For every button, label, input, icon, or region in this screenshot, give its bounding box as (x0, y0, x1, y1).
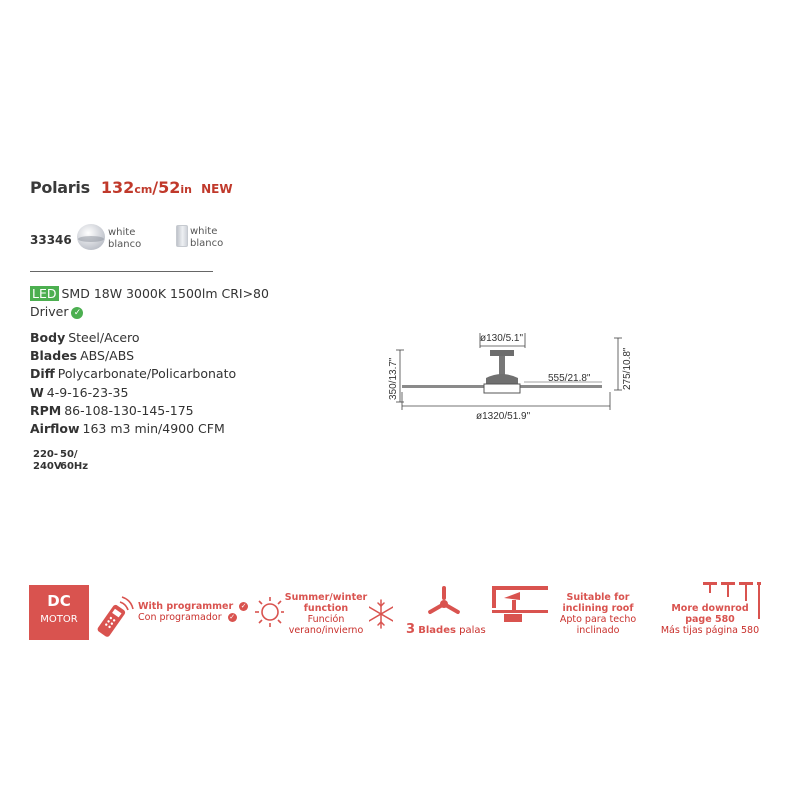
season-feature (284, 592, 368, 636)
variant-2-en: white (190, 226, 218, 237)
voltage (33, 449, 62, 473)
height-left-label: 350/13.7" (388, 357, 399, 400)
voltage-line-2: 240V (33, 461, 62, 472)
season-es-2: verano/invierno (288, 625, 364, 636)
roof-es-1: Apto para techo (559, 614, 637, 625)
motor-housing (486, 374, 518, 385)
spec-value: ABS/ABS (80, 348, 135, 364)
season-en-2: function (303, 603, 349, 614)
season-en-1: Summer/winter (284, 592, 368, 603)
snowflake-icon (369, 596, 393, 632)
season-es-1: Función (307, 614, 345, 625)
roof-en-2: inclining roof (562, 603, 634, 614)
spec-rpm (30, 402, 236, 420)
check-icon: ✓ (240, 602, 247, 610)
frequency (60, 449, 88, 473)
blades-es: palas (459, 625, 486, 636)
spec-key: Diff (30, 366, 55, 382)
three-blade-fan-icon (426, 586, 462, 622)
spec-key: Body (30, 330, 66, 345)
dc-motor-badge (29, 585, 89, 640)
canopy-diameter-label: ø130/5.1" (480, 333, 524, 344)
new-badge: NEW (201, 182, 233, 196)
spec-airflow (30, 420, 236, 438)
downrod-en-2: page 580 (685, 614, 735, 625)
led-spec (30, 286, 269, 301)
led-text: SMD 18W 3000K 1500lm CRI>80 (61, 286, 269, 301)
total-diameter-label: ø1320/51.9" (476, 411, 531, 422)
spec-blades (30, 347, 236, 365)
size-in: 52 (158, 178, 181, 197)
roof-en-1: Suitable for (566, 592, 630, 603)
spec-value: Steel/Acero (68, 330, 140, 345)
spec-body (30, 329, 236, 347)
frequency-line-2: 60Hz (60, 461, 89, 472)
variant-1-en: white (108, 227, 136, 238)
spec-value: 86-108-130-145-175 (64, 402, 194, 418)
frequency-line-1: 50/ (60, 449, 78, 460)
roof-feature (552, 592, 644, 636)
product-code: 33346 (30, 233, 72, 247)
programmer-en: With programmer (138, 601, 234, 612)
variant-label-2 (190, 226, 223, 250)
spec-value: 4-9-16-23-35 (46, 384, 129, 400)
blades-feature (406, 624, 486, 636)
sun-icon (254, 592, 284, 632)
driver-label: Driver (30, 304, 69, 319)
spec-value: Polycarbonate/Policarbonato (57, 366, 237, 382)
spec-key: Blades (30, 348, 78, 364)
product-size: 132cm/52in (100, 178, 193, 197)
dc-label: DC (47, 592, 71, 610)
product-name: Polaris (30, 178, 90, 197)
blades-en: Blades (418, 625, 456, 636)
variant-label-1 (108, 227, 141, 251)
ceiling-canopy (490, 350, 514, 356)
variant-1-es: blanco (108, 239, 142, 250)
divider (30, 271, 213, 272)
spec-watts (30, 384, 236, 402)
voltage-line-1: 220- (33, 449, 59, 460)
unit-cm: cm (134, 183, 153, 196)
product-title (30, 178, 233, 197)
led-badge: LED (32, 286, 57, 301)
downrod-feature (660, 603, 760, 636)
roof-es-2: inclinado (576, 625, 620, 636)
motor-label: MOTOR (40, 614, 78, 625)
spec-key: RPM (30, 402, 62, 418)
size-cm: 132 (100, 178, 135, 197)
check-icon: ✓ (71, 307, 83, 319)
white-fan-thumbnail (76, 219, 106, 255)
spec-key: Airflow (30, 421, 80, 437)
spec-value: 163 m3 min/4900 CFM (82, 421, 225, 437)
check-icon: ✓ (229, 613, 236, 621)
blades-count: 3 (406, 622, 416, 637)
unit-in: in (180, 183, 193, 196)
light-diffuser (484, 384, 520, 393)
spec-key: W (30, 384, 44, 400)
white-blade-thumbnail (176, 225, 188, 247)
driver-spec (30, 304, 83, 319)
inclined-roof-icon (490, 584, 550, 634)
blade-length-label: 555/21.8" (548, 373, 591, 384)
remote-control-icon (90, 594, 136, 644)
variant-2-es: blanco (190, 238, 224, 249)
downrod-es: Más tijas página 580 (660, 625, 760, 636)
dimension-diagram (380, 330, 640, 430)
height-right-label: 275/10.8" (622, 347, 633, 390)
programmer-es: Con programador (138, 612, 222, 623)
spec-list (30, 329, 236, 438)
spec-diff (30, 365, 236, 383)
downrod-en-1: More downrod (671, 603, 749, 614)
programmer-feature (138, 601, 248, 623)
